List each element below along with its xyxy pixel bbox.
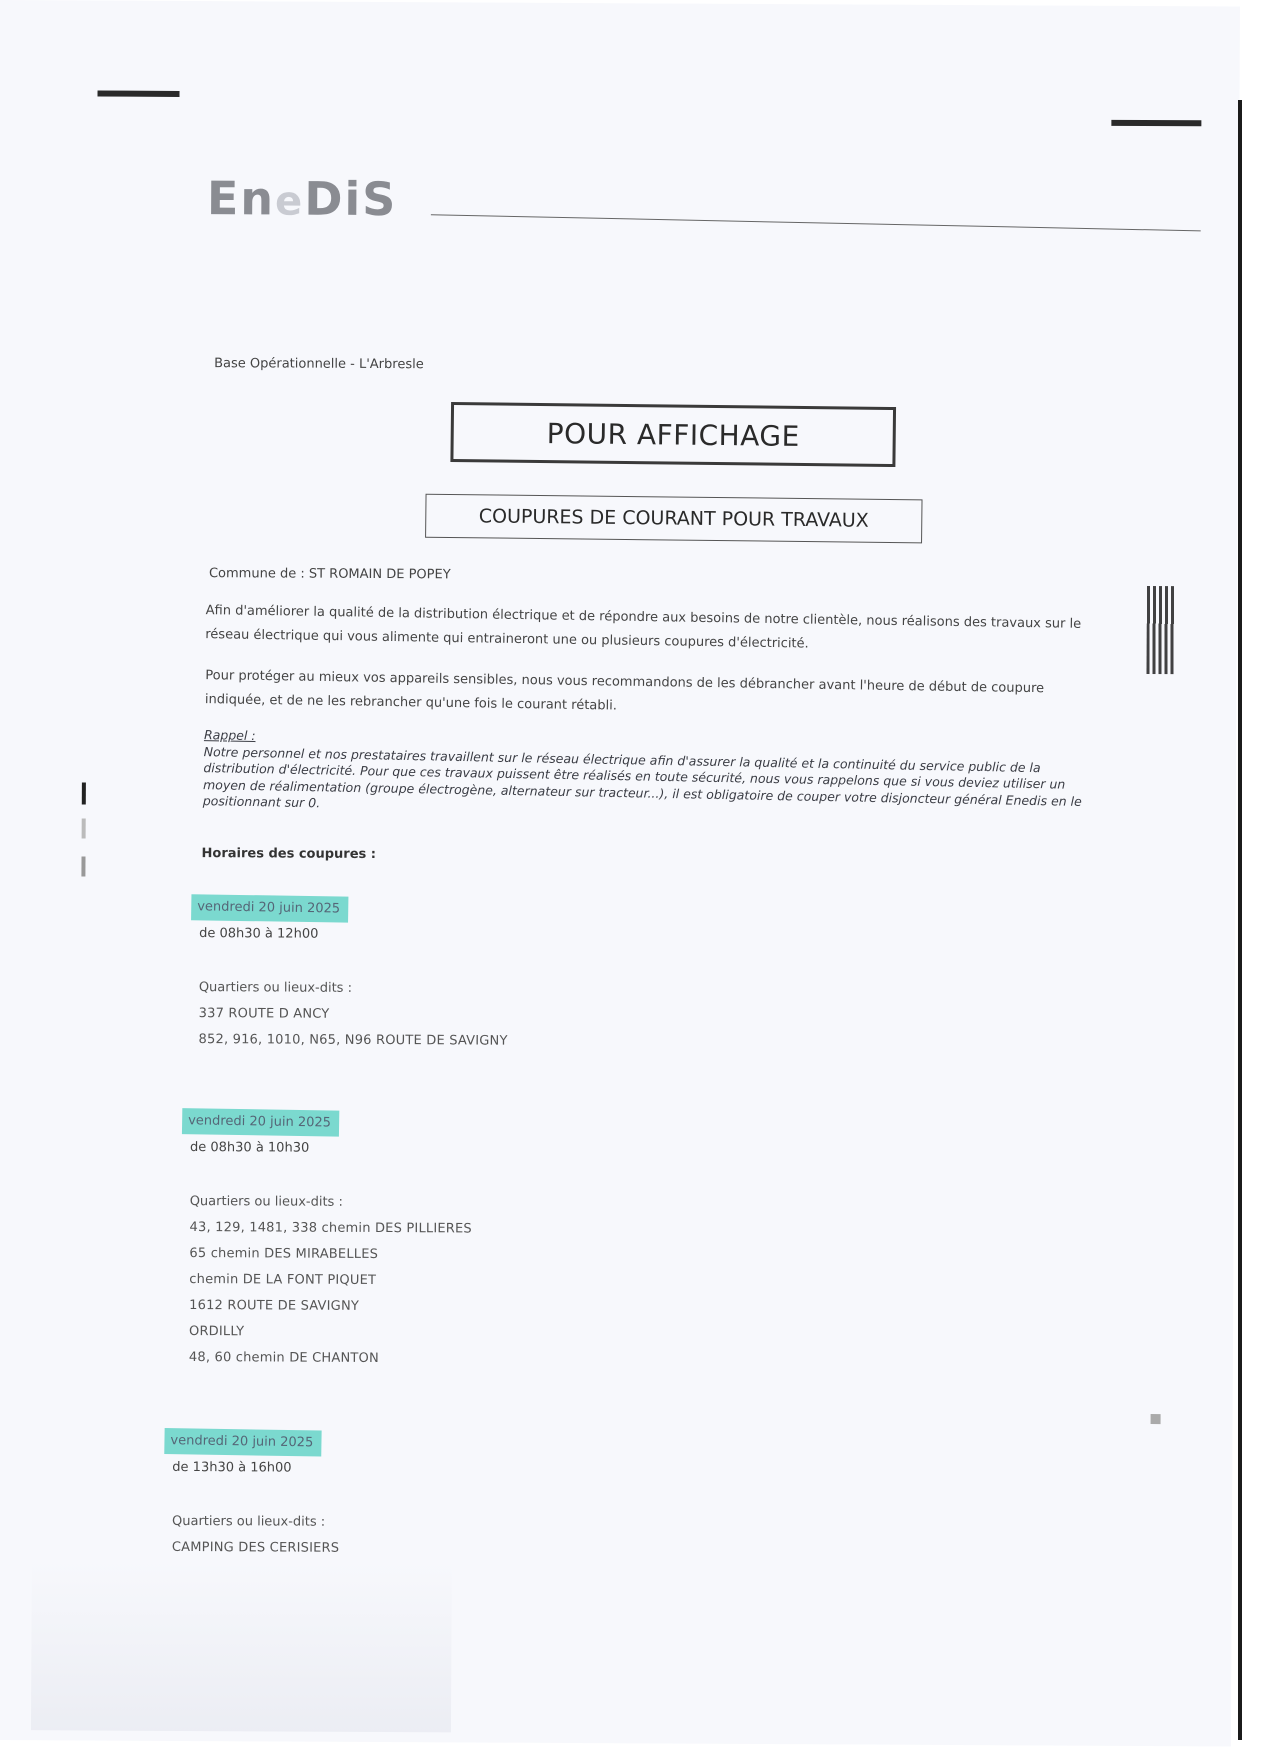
- rappel-text: Notre personnel et nos prestataires travaillent sur le réseau électrique afin d'assurer la qualité et la continuité du service public de la distribution d'électricité. Pour que ces travaux puissent être réalisés en toute sécurité, nous vous rappelons que si vous deviez utiliser un moyen de réalimentation (groupe électrogène, alternateur sur tracteur...), il est obligatoire de couper votre disjoncteur général Enedis en le positionnant sur 0.: [202, 743, 1082, 811]
- rappel-title: Rappel :: [203, 727, 256, 744]
- base-label: Base Opérationnelle - L'Arbresle: [214, 356, 424, 373]
- outage-slot-1: [198, 895, 508, 1055]
- coupures-title: COUPURES DE COURANT POUR TRAVAUX: [478, 505, 869, 532]
- quartiers-label: Quartiers ou lieux-dits :: [189, 1194, 343, 1210]
- slot-date: vendredi 20 juin 2025: [182, 1108, 339, 1136]
- datamatrix-code: [1146, 586, 1174, 674]
- address-item: ORDILLY: [188, 1324, 245, 1340]
- commune-label: Commune de : ST ROMAIN DE POPEY: [208, 566, 451, 583]
- slot-time: de 13h30 à 16h00: [172, 1459, 292, 1476]
- horaires-heading: Horaires des coupures :: [201, 846, 377, 862]
- intro-paragraph-2: Pour protéger au mieux vos appareils sensibles, nous vous recommandons de les débrancher avant l'heure de début de coupure indiquée, et de ne les rebrancher qu'une fois le courant rétabli.: [204, 668, 1045, 714]
- header-rule: [431, 214, 1201, 231]
- slot-time: de 08h30 à 10h30: [189, 1140, 310, 1156]
- quartiers-label: Quartiers ou lieux-dits :: [198, 980, 353, 996]
- scan-mark-top-left: [97, 91, 179, 97]
- margin-mark: [81, 856, 85, 876]
- pour-affichage-title: POUR AFFICHAGE: [546, 416, 800, 453]
- margin-mark: [1151, 1414, 1161, 1424]
- scan-shadow: [31, 1560, 452, 1732]
- page-edge: [1238, 100, 1242, 1740]
- address-item: 43, 129, 1481, 338 chemin DES PILLIERES: [189, 1220, 472, 1237]
- margin-mark: [82, 818, 86, 838]
- pour-affichage-box: [450, 402, 896, 467]
- quartiers-label: Quartiers ou lieux-dits :: [171, 1513, 326, 1530]
- outage-slot-2: [189, 1109, 473, 1372]
- address-item: CAMPING DES CERISIERS: [171, 1539, 340, 1556]
- scan-mark-top-right: [1111, 120, 1201, 126]
- coupures-box: [425, 494, 922, 544]
- margin-mark: [82, 782, 86, 804]
- rappel-block: [203, 727, 1084, 826]
- slot-date: vendredi 20 juin 2025: [191, 894, 348, 922]
- slot-time: de 08h30 à 12h00: [199, 926, 319, 942]
- address-item: 1612 ROUTE DE SAVIGNY: [189, 1298, 360, 1314]
- address-item: 337 ROUTE D ANCY: [198, 1006, 330, 1022]
- address-item: 65 chemin DES MIRABELLES: [189, 1246, 379, 1262]
- intro-paragraph-1: Afin d'améliorer la qualité de la distribution électrique et de répondre aux besoins de notre clientèle, nous réalisons des travaux sur le réseau électrique qui vous alimente qui entraineront une ou plusieurs coupures d'électricité.: [205, 603, 1082, 652]
- address-item: 852, 916, 1010, N65, N96 ROUTE DE SAVIGNY: [198, 1032, 508, 1049]
- address-item: 48, 60 chemin DE CHANTON: [188, 1350, 379, 1367]
- slot-date: vendredi 20 juin 2025: [164, 1428, 321, 1456]
- enedis-logo: EneDiS: [206, 171, 398, 227]
- outage-slot-3: [172, 1429, 340, 1562]
- address-item: chemin DE LA FONT PIQUET: [189, 1272, 377, 1288]
